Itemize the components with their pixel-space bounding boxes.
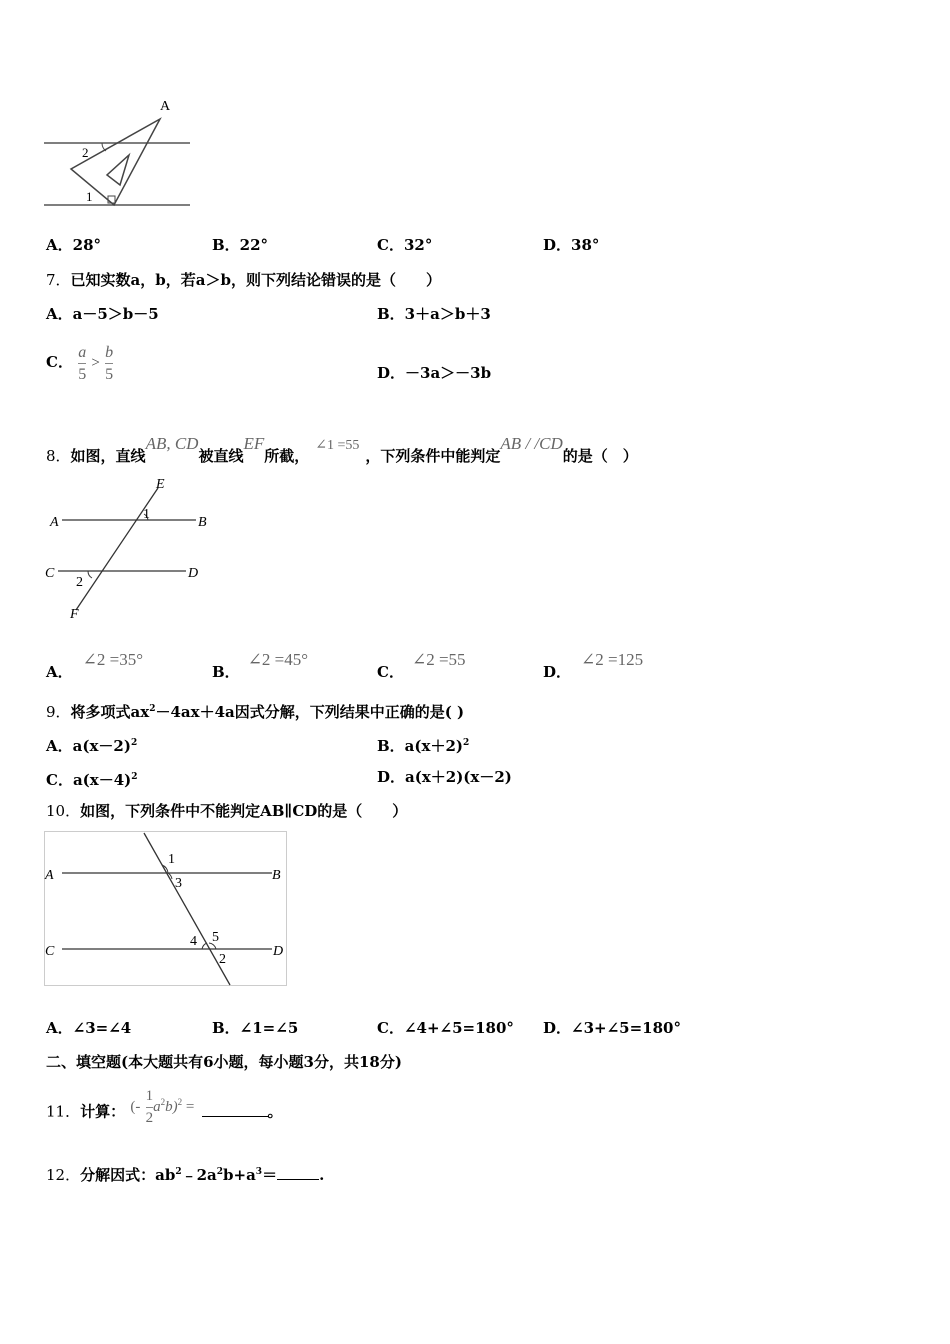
q8-option-b-label: B． — [212, 663, 240, 681]
label-d: D — [273, 944, 284, 959]
q7-option-d[interactable]: D．－3a＞－3b — [377, 364, 492, 382]
q11-stem — [46, 1078, 283, 1142]
q8-text-5: 的是（ ） — [562, 447, 638, 465]
q8-option-a-value: ∠2 =35° — [82, 650, 144, 669]
q11-equals: = — [182, 1099, 195, 1115]
q8-text-1: 如图，直线 — [70, 447, 146, 465]
q6-option-a[interactable]: A．28° — [46, 236, 102, 254]
q9-stem — [46, 699, 464, 722]
q9-number: 9． — [46, 703, 71, 721]
q9-option-a[interactable]: A．$a(x-2)^2$ — [46, 737, 138, 755]
q9-option-d[interactable]: D．a(x＋2)(x－2) — [377, 768, 512, 786]
q8-option-c-label: C． — [377, 663, 404, 681]
q10-stem — [46, 801, 407, 821]
q9-option-b[interactable]: B．$a(x+2)^2$ — [377, 737, 470, 755]
q11-label: 计算： — [80, 1102, 126, 1121]
q7-option-b[interactable]: B．3＋a＞b＋3 — [377, 305, 491, 323]
q10-option-d[interactable]: D．∠3+∠5=180° — [543, 1019, 681, 1037]
label-1: 1 — [143, 507, 150, 522]
q7-number: 7． — [46, 271, 71, 289]
q12-text-1: 分解因式：ab — [80, 1166, 176, 1184]
q8-text-3: 所截， — [264, 447, 310, 465]
triangle-ruler-figure — [44, 95, 194, 211]
q8-option-c[interactable] — [377, 640, 466, 692]
label-3: 3 — [175, 876, 182, 891]
q10-number: 10． — [46, 802, 81, 820]
q11-sup-2: 2 — [177, 1097, 183, 1107]
q12-number: 12． — [46, 1166, 81, 1184]
q12-text-2: ﹣2a — [181, 1166, 217, 1184]
math-ab-parallel-cd: AB / /CD — [500, 434, 563, 453]
q8-option-b-value: ∠2 =45° — [247, 650, 309, 669]
label-1: 1 — [86, 189, 93, 204]
q10-option-c[interactable]: C．∠4+∠5=180° — [377, 1019, 514, 1037]
label-2: 2 — [76, 575, 83, 590]
q7-option-a[interactable]: A．a－5＞b－5 — [46, 305, 159, 323]
label-d: D — [188, 566, 199, 581]
q11-open-paren: (- — [130, 1099, 141, 1115]
math-angle1: ∠1 =55 — [315, 438, 360, 453]
q12-equals: ＝ — [262, 1166, 278, 1184]
fraction-one-half: $\frac{1}{2}$ — [145, 1087, 154, 1126]
label-a: A — [50, 515, 59, 530]
q6-option-c[interactable]: C．32° — [377, 236, 433, 254]
q12-stem: 12．分解因式：$ab^2﹣2a^2b+a^3=$ . — [46, 1166, 325, 1184]
q8-option-d-value: ∠2 =125 — [581, 650, 644, 669]
parallel-lines-figure-q8 — [44, 474, 219, 622]
q11-end: 。 — [267, 1102, 283, 1121]
q10-text: 如图，下列条件中不能判定AB∥CD的是（ ） — [80, 802, 408, 820]
q8-option-d[interactable] — [543, 640, 643, 692]
label-c: C — [45, 944, 55, 959]
q12-end: . — [319, 1166, 325, 1184]
label-e: E — [156, 477, 165, 492]
fraction-b-over-5: $\frac{b}{5}$ — [105, 343, 114, 383]
q12-answer-blank[interactable] — [277, 1165, 319, 1180]
q8-option-a[interactable] — [46, 640, 143, 692]
q8-option-d-label: D． — [543, 663, 572, 681]
q7-stem — [46, 270, 441, 290]
q7-option-c[interactable] — [46, 340, 113, 385]
label-a: A — [45, 868, 54, 883]
q6-option-d[interactable]: D．38° — [543, 236, 600, 254]
q8-option-b[interactable] — [212, 640, 308, 692]
label-c: C — [45, 566, 55, 581]
q8-text-2: 被直线 — [198, 447, 244, 465]
greater-sign: > — [91, 355, 100, 371]
label-a: A — [160, 99, 171, 114]
q11-var-a: a — [153, 1099, 161, 1115]
q10-option-a[interactable]: A．∠3=∠4 — [46, 1019, 132, 1037]
math-ef: EF — [243, 434, 265, 453]
q11-answer-blank[interactable] — [202, 1102, 268, 1117]
label-4: 4 — [190, 934, 197, 949]
q8-text-4: ，下列条件中能判定 — [365, 447, 501, 465]
q6-option-b[interactable]: B．22° — [212, 236, 269, 254]
q9-sup: 2 — [149, 704, 156, 714]
label-2: 2 — [219, 952, 226, 967]
q12-text-3: b+a — [223, 1166, 256, 1184]
q8-stem — [46, 420, 638, 468]
q9-text-1: 将多项式ax — [70, 703, 150, 721]
q9-text-2: －4ax＋4a因式分解，下列结果中正确的是( ) — [155, 703, 465, 721]
transversal — [144, 833, 230, 985]
q11-expression — [130, 1070, 194, 1139]
label-b: B — [272, 868, 281, 883]
label-1: 1 — [168, 852, 175, 867]
q11-number: 11． — [46, 1102, 81, 1121]
label-f: F — [70, 607, 79, 622]
figure-border — [45, 832, 287, 986]
q8-option-c-value: ∠2 =55 — [411, 650, 466, 669]
q10-option-b[interactable]: B．∠1=∠5 — [212, 1019, 299, 1037]
q7-option-c-label: C． — [46, 353, 73, 371]
parallel-lines-figure-q10 — [44, 831, 288, 987]
q8-option-a-label: A． — [46, 663, 73, 681]
triangle-outer — [71, 119, 160, 205]
label-b: B — [198, 515, 207, 530]
label-5: 5 — [212, 930, 219, 945]
q11-sup-1: 2 — [160, 1097, 166, 1107]
angle-arc-2 — [88, 571, 92, 578]
math-ab-cd: AB, CD — [145, 434, 199, 453]
triangle-inner — [107, 155, 129, 185]
label-2: 2 — [82, 145, 89, 160]
section-title: 二、填空题(本大题共有6小题，每小题3分，共18分) — [46, 1053, 402, 1071]
fraction-a-over-5: $\frac{a}{5}$ — [78, 343, 87, 383]
q7-text: 已知实数a，b，若a＞b，则下列结论错误的是（ ） — [70, 271, 441, 289]
q8-number: 8． — [46, 447, 71, 465]
q9-option-c[interactable]: C．$a(x-4)^2$ — [46, 771, 138, 789]
q11-var-b: b) — [165, 1099, 178, 1115]
